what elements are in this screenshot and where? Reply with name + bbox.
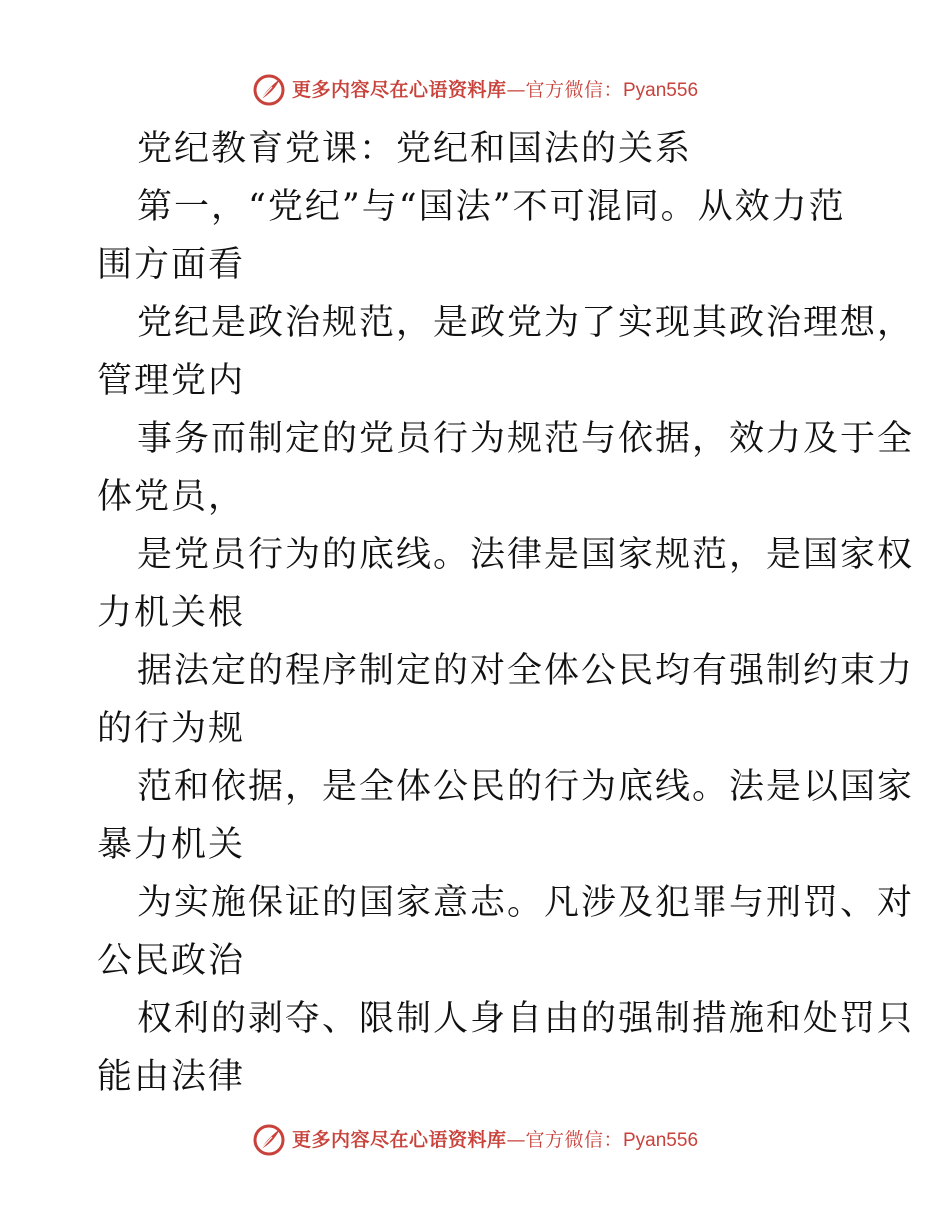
banner-wechat-id: Pyan556 [623, 79, 699, 101]
banner-brand: 更多内容尽在心语资料库 [291, 1128, 507, 1151]
text-line: 是党员行为的底线。法律是国家规范，是国家权 [137, 535, 915, 575]
text-line: 权利的剥夺、限制人身自由的强制措施和处罚只 [137, 999, 915, 1039]
text-line: 暴力机关 [97, 825, 246, 865]
document-body [97, 120, 915, 1106]
text-line: 据法定的程序制定的对全体公民均有强制约束力 [137, 651, 915, 691]
feather-quill-logo-icon [252, 73, 286, 107]
text-line: 的行为规 [97, 709, 246, 749]
text-line: 围方面看 [97, 245, 246, 285]
banner-wechat-label: 官方微信： [525, 1128, 623, 1151]
text-line: 力机关根 [97, 593, 246, 633]
text-line: 第一，“党纪”与“国法”不可混同。从效力范 [137, 187, 846, 227]
text-line: 为实施保证的国家意志。凡涉及犯罪与刑罚、对 [137, 883, 915, 923]
banner-separator: — [506, 78, 526, 101]
footer-banner [0, 1120, 950, 1160]
banner-brand: 更多内容尽在心语资料库 [291, 78, 507, 101]
text-line: 事务而制定的党员行为规范与依据，效力及于全 [137, 419, 915, 459]
text-line: 能由法律 [97, 1057, 246, 1097]
text-line: 公民政治 [97, 941, 246, 981]
banner-wechat-id: Pyan556 [623, 1129, 699, 1151]
text-line: 体党员， [97, 477, 246, 517]
feather-quill-logo-icon [252, 1123, 286, 1157]
banner-text [291, 1128, 699, 1151]
document-title: 党纪教育党课：党纪和国法的关系 [137, 129, 693, 169]
banner-separator: — [506, 1128, 526, 1151]
text-line: 范和依据，是全体公民的行为底线。法是以国家 [137, 767, 915, 807]
banner-wechat-label: 官方微信： [525, 78, 623, 101]
text-line: 管理党内 [97, 361, 246, 401]
banner-text [291, 78, 699, 101]
text-line: 党纪是政治规范，是政党为了实现其政治理想， [137, 303, 915, 343]
header-banner [0, 70, 950, 110]
